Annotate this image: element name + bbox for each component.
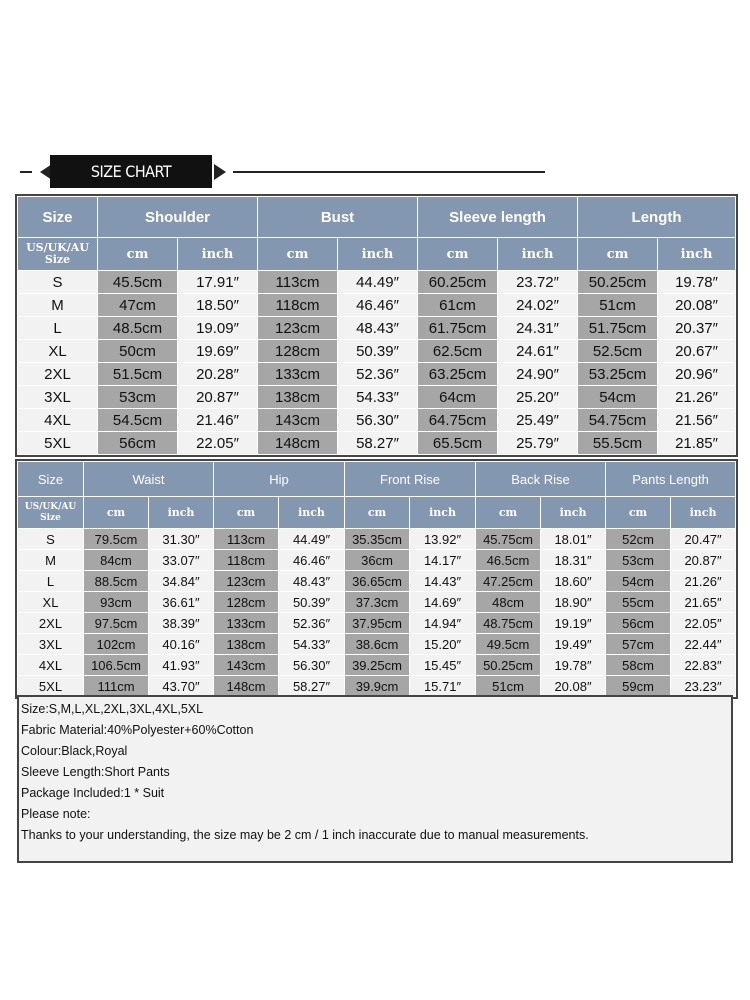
inch-cell: 15.71″ — [410, 676, 476, 697]
group-header-waist: Waist — [84, 462, 214, 497]
inch-cell: 18.01″ — [541, 529, 606, 550]
inch-cell: 58.27″ — [338, 432, 418, 455]
cm-cell: 52.5cm — [578, 340, 658, 363]
cm-cell: 38.6cm — [345, 634, 410, 655]
cm-cell: 47.25cm — [476, 571, 541, 592]
cm-cell: 64cm — [418, 386, 498, 409]
inch-cell: 19.19″ — [541, 613, 606, 634]
cm-cell: 47cm — [98, 294, 178, 317]
inch-cell: 21.56″ — [658, 409, 736, 432]
cm-cell: 50.25cm — [476, 655, 541, 676]
table-row — [18, 409, 736, 432]
size-header: Size — [18, 462, 84, 497]
size-cell: 4XL — [18, 409, 98, 432]
inch-cell: 54.33″ — [279, 634, 345, 655]
inch-cell: 41.93″ — [149, 655, 214, 676]
unit-cm: cm — [345, 497, 410, 529]
inch-cell: 19.09″ — [178, 317, 258, 340]
inch-cell: 14.69″ — [410, 592, 476, 613]
size-cell: 2XL — [18, 613, 84, 634]
table-row — [18, 363, 736, 386]
cm-cell: 36cm — [345, 550, 410, 571]
size-cell: L — [18, 317, 98, 340]
inch-cell: 19.69″ — [178, 340, 258, 363]
inch-cell: 40.16″ — [149, 634, 214, 655]
inch-cell: 58.27″ — [279, 676, 345, 697]
inch-cell: 48.43″ — [338, 317, 418, 340]
inch-cell: 22.83″ — [671, 655, 736, 676]
size-cell: 5XL — [18, 676, 84, 697]
inch-cell: 44.49″ — [279, 529, 345, 550]
table-row — [18, 294, 736, 317]
unit-cm: cm — [476, 497, 541, 529]
unit-cm: cm — [214, 497, 279, 529]
cm-cell: 57cm — [606, 634, 671, 655]
cm-cell: 59cm — [606, 676, 671, 697]
inch-cell: 48.43″ — [279, 571, 345, 592]
inch-cell: 25.49″ — [498, 409, 578, 432]
unit-inch: inch — [410, 497, 476, 529]
inch-cell: 43.70″ — [149, 676, 214, 697]
inch-cell: 19.78″ — [658, 271, 736, 294]
cm-cell: 111cm — [84, 676, 149, 697]
cm-cell: 37.95cm — [345, 613, 410, 634]
inch-cell: 44.49″ — [338, 271, 418, 294]
inch-cell: 20.28″ — [178, 363, 258, 386]
cm-cell: 64.75cm — [418, 409, 498, 432]
info-sizes: Size:S,M,L,XL,2XL,3XL,4XL,5XL — [21, 702, 204, 716]
inch-cell: 46.46″ — [279, 550, 345, 571]
inch-cell: 52.36″ — [279, 613, 345, 634]
bottom-table-unit-header — [18, 497, 736, 529]
cm-cell: 53cm — [606, 550, 671, 571]
banner-title: SIZE CHART — [50, 155, 212, 188]
inch-cell: 31.30″ — [149, 529, 214, 550]
inch-cell: 20.08″ — [541, 676, 606, 697]
inch-cell: 34.84″ — [149, 571, 214, 592]
bottom-size-table — [17, 461, 736, 697]
inch-cell: 18.50″ — [178, 294, 258, 317]
size-cell: 3XL — [18, 386, 98, 409]
cm-cell: 50.25cm — [578, 271, 658, 294]
inch-cell: 24.31″ — [498, 317, 578, 340]
info-note-text: Thanks to your understanding, the size may be 2 cm / 1 inch inaccurate due to manual measurements. — [21, 828, 589, 842]
inch-cell: 15.45″ — [410, 655, 476, 676]
size-header: Size — [18, 197, 98, 238]
size-cell: 5XL — [18, 432, 98, 455]
inch-cell: 24.02″ — [498, 294, 578, 317]
group-header-length: Length — [578, 197, 736, 238]
inch-cell: 50.39″ — [338, 340, 418, 363]
cm-cell: 128cm — [258, 340, 338, 363]
unit-inch: inch — [541, 497, 606, 529]
group-header-shoulder: Shoulder — [98, 197, 258, 238]
cm-cell: 148cm — [258, 432, 338, 455]
inch-cell: 20.87″ — [178, 386, 258, 409]
inch-cell: 20.47″ — [671, 529, 736, 550]
inch-cell: 14.94″ — [410, 613, 476, 634]
cm-cell: 48.75cm — [476, 613, 541, 634]
cm-cell: 54cm — [578, 386, 658, 409]
inch-cell: 36.61″ — [149, 592, 214, 613]
cm-cell: 53.25cm — [578, 363, 658, 386]
inch-cell: 13.92″ — [410, 529, 476, 550]
cm-cell: 48.5cm — [98, 317, 178, 340]
info-fabric: Fabric Material:40%Polyester+60%Cotton — [21, 723, 254, 737]
table-row — [18, 676, 736, 697]
cm-cell: 39.25cm — [345, 655, 410, 676]
product-info-box — [17, 695, 733, 863]
cm-cell: 138cm — [214, 634, 279, 655]
inch-cell: 52.36″ — [338, 363, 418, 386]
unit-cm: cm — [98, 238, 178, 271]
table-row — [18, 634, 736, 655]
cm-cell: 61cm — [418, 294, 498, 317]
inch-cell: 50.39″ — [279, 592, 345, 613]
bottom-table-body — [18, 529, 736, 697]
group-header-pants-length: Pants Length — [606, 462, 736, 497]
cm-cell: 51cm — [476, 676, 541, 697]
inch-cell: 14.17″ — [410, 550, 476, 571]
unit-cm: cm — [418, 238, 498, 271]
inch-cell: 56.30″ — [338, 409, 418, 432]
banner-rule — [233, 171, 545, 173]
inch-cell: 20.96″ — [658, 363, 736, 386]
table-row — [18, 529, 736, 550]
unit-inch: inch — [498, 238, 578, 271]
cm-cell: 113cm — [214, 529, 279, 550]
cm-cell: 133cm — [258, 363, 338, 386]
table-row — [18, 317, 736, 340]
cm-cell: 51.75cm — [578, 317, 658, 340]
cm-cell: 46.5cm — [476, 550, 541, 571]
inch-cell: 21.26″ — [671, 571, 736, 592]
table-row — [18, 340, 736, 363]
unit-inch: inch — [338, 238, 418, 271]
table-row — [18, 386, 736, 409]
inch-cell: 19.49″ — [541, 634, 606, 655]
inch-cell: 21.26″ — [658, 386, 736, 409]
cm-cell: 54.5cm — [98, 409, 178, 432]
inch-cell: 18.60″ — [541, 571, 606, 592]
cm-cell: 35.35cm — [345, 529, 410, 550]
inch-cell: 33.07″ — [149, 550, 214, 571]
region-size-label: US/UK/AU Size — [18, 497, 84, 529]
top-size-table — [17, 196, 736, 455]
inch-cell: 22.05″ — [671, 613, 736, 634]
info-colour: Colour:Black,Royal — [21, 744, 128, 758]
group-header-back-rise: Back Rise — [476, 462, 606, 497]
cm-cell: 61.75cm — [418, 317, 498, 340]
inch-cell: 56.30″ — [279, 655, 345, 676]
unit-inch: inch — [279, 497, 345, 529]
table-row — [18, 271, 736, 294]
cm-cell: 102cm — [84, 634, 149, 655]
cm-cell: 39.9cm — [345, 676, 410, 697]
inch-cell: 25.79″ — [498, 432, 578, 455]
banner-arrow-right-icon — [214, 164, 226, 180]
cm-cell: 97.5cm — [84, 613, 149, 634]
table-row — [18, 592, 736, 613]
cm-cell: 49.5cm — [476, 634, 541, 655]
cm-cell: 113cm — [258, 271, 338, 294]
cm-cell: 48cm — [476, 592, 541, 613]
inch-cell: 20.67″ — [658, 340, 736, 363]
cm-cell: 62.5cm — [418, 340, 498, 363]
inch-cell: 21.46″ — [178, 409, 258, 432]
inch-cell: 17.91″ — [178, 271, 258, 294]
top-table-group-header — [18, 197, 736, 238]
size-cell: M — [18, 550, 84, 571]
cm-cell: 79.5cm — [84, 529, 149, 550]
cm-cell: 52cm — [606, 529, 671, 550]
region-size-label: US/UK/AU Size — [18, 238, 98, 271]
table-row — [18, 613, 736, 634]
unit-cm: cm — [606, 497, 671, 529]
table-row — [18, 571, 736, 592]
inch-cell: 23.72″ — [498, 271, 578, 294]
cm-cell: 50cm — [98, 340, 178, 363]
table-row — [18, 550, 736, 571]
cm-cell: 84cm — [84, 550, 149, 571]
cm-cell: 63.25cm — [418, 363, 498, 386]
top-table-unit-header — [18, 238, 736, 271]
inch-cell: 18.31″ — [541, 550, 606, 571]
unit-inch: inch — [671, 497, 736, 529]
inch-cell: 22.05″ — [178, 432, 258, 455]
inch-cell: 24.61″ — [498, 340, 578, 363]
cm-cell: 106.5cm — [84, 655, 149, 676]
group-header-bust: Bust — [258, 197, 418, 238]
size-cell: S — [18, 271, 98, 294]
top-table-body — [18, 271, 736, 455]
cm-cell: 93cm — [84, 592, 149, 613]
inch-cell: 21.85″ — [658, 432, 736, 455]
size-chart-banner — [18, 155, 548, 189]
cm-cell: 51.5cm — [98, 363, 178, 386]
cm-cell: 60.25cm — [418, 271, 498, 294]
cm-cell: 37.3cm — [345, 592, 410, 613]
cm-cell: 55.5cm — [578, 432, 658, 455]
inch-cell: 38.39″ — [149, 613, 214, 634]
inch-cell: 46.46″ — [338, 294, 418, 317]
unit-inch: inch — [178, 238, 258, 271]
cm-cell: 58cm — [606, 655, 671, 676]
cm-cell: 128cm — [214, 592, 279, 613]
cm-cell: 36.65cm — [345, 571, 410, 592]
size-cell: L — [18, 571, 84, 592]
cm-cell: 123cm — [214, 571, 279, 592]
unit-cm: cm — [258, 238, 338, 271]
inch-cell: 54.33″ — [338, 386, 418, 409]
cm-cell: 45.5cm — [98, 271, 178, 294]
info-package: Package Included:1 * Suit — [21, 786, 165, 800]
cm-cell: 138cm — [258, 386, 338, 409]
bottom-table-group-header — [18, 462, 736, 497]
inch-cell: 23.23″ — [671, 676, 736, 697]
size-cell: M — [18, 294, 98, 317]
unit-cm: cm — [84, 497, 149, 529]
inch-cell: 15.20″ — [410, 634, 476, 655]
cm-cell: 143cm — [258, 409, 338, 432]
size-cell: S — [18, 529, 84, 550]
cm-cell: 55cm — [606, 592, 671, 613]
inch-cell: 25.20″ — [498, 386, 578, 409]
inch-cell: 21.65″ — [671, 592, 736, 613]
cm-cell: 123cm — [258, 317, 338, 340]
inch-cell: 19.78″ — [541, 655, 606, 676]
inch-cell: 14.43″ — [410, 571, 476, 592]
cm-cell: 65.5cm — [418, 432, 498, 455]
table-row — [18, 655, 736, 676]
cm-cell: 118cm — [258, 294, 338, 317]
size-cell: XL — [18, 340, 98, 363]
cm-cell: 53cm — [98, 386, 178, 409]
cm-cell: 133cm — [214, 613, 279, 634]
inch-cell: 20.08″ — [658, 294, 736, 317]
group-header-sleeve-length: Sleeve length — [418, 197, 578, 238]
cm-cell: 88.5cm — [84, 571, 149, 592]
cm-cell: 148cm — [214, 676, 279, 697]
cm-cell: 54cm — [606, 571, 671, 592]
cm-cell: 56cm — [98, 432, 178, 455]
table-row — [18, 432, 736, 455]
info-note-title: Please note: — [21, 807, 91, 821]
unit-cm: cm — [578, 238, 658, 271]
cm-cell: 54.75cm — [578, 409, 658, 432]
size-cell: XL — [18, 592, 84, 613]
size-cell: 3XL — [18, 634, 84, 655]
inch-cell: 18.90″ — [541, 592, 606, 613]
cm-cell: 118cm — [214, 550, 279, 571]
cm-cell: 56cm — [606, 613, 671, 634]
inch-cell: 20.87″ — [671, 550, 736, 571]
unit-inch: inch — [149, 497, 214, 529]
cm-cell: 51cm — [578, 294, 658, 317]
group-header-front-rise: Front Rise — [345, 462, 476, 497]
size-cell: 2XL — [18, 363, 98, 386]
group-header-hip: Hip — [214, 462, 345, 497]
inch-cell: 24.90″ — [498, 363, 578, 386]
inch-cell: 20.37″ — [658, 317, 736, 340]
cm-cell: 143cm — [214, 655, 279, 676]
unit-inch: inch — [658, 238, 736, 271]
banner-dash-left — [20, 171, 32, 173]
size-cell: 4XL — [18, 655, 84, 676]
inch-cell: 22.44″ — [671, 634, 736, 655]
cm-cell: 45.75cm — [476, 529, 541, 550]
info-sleeve-length: Sleeve Length:Short Pants — [21, 765, 170, 779]
